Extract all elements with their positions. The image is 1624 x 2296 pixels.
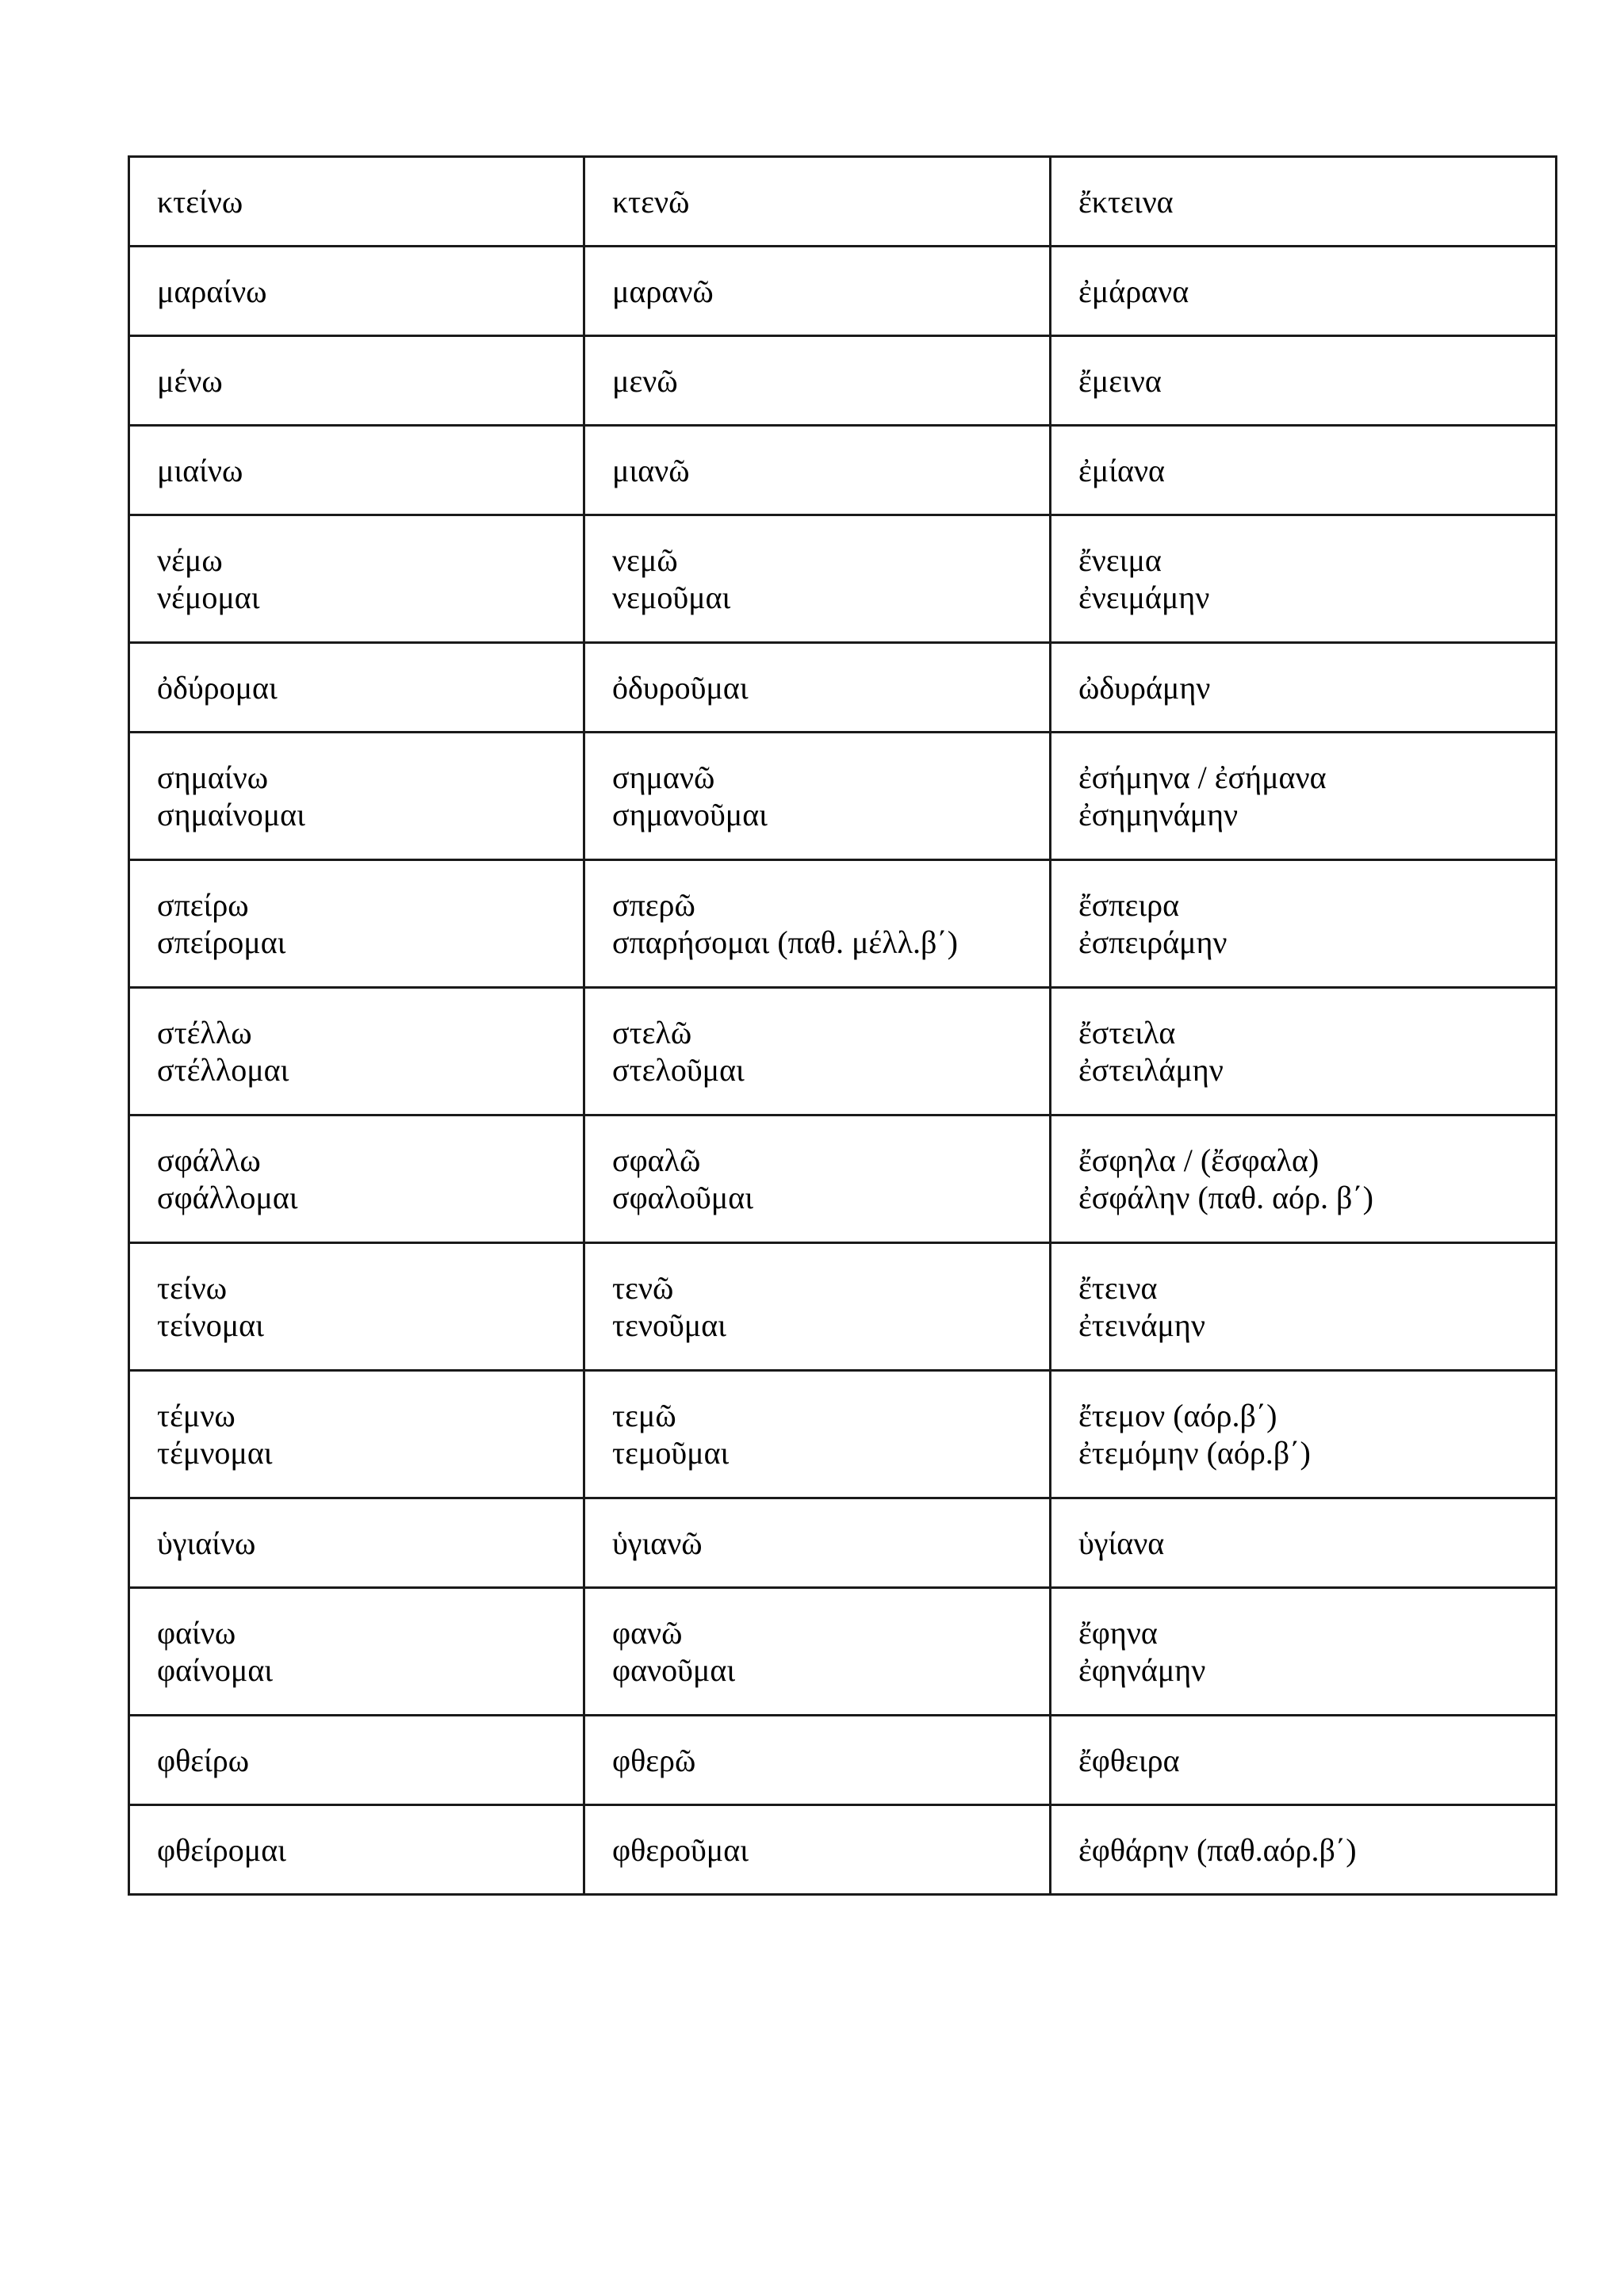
verb-form: ἐμίανα (1078, 452, 1166, 488)
aorist-tense-cell (1051, 157, 1557, 247)
table-body (129, 157, 1557, 1895)
verb-form: κτενῶ (612, 183, 690, 220)
verb-form: ἔστειλα (1078, 1015, 1176, 1050)
verb-form: ἔνειμα (1078, 542, 1162, 578)
verb-form: φθείρω (157, 1742, 250, 1778)
verb-form: νεμοῦμαι (612, 580, 731, 615)
present-tense-cell (129, 426, 584, 515)
aorist-tense-cell (1051, 860, 1557, 988)
verb-form: ἔφθειρα (1078, 1742, 1180, 1778)
aorist-tense-cell (1051, 643, 1557, 733)
verb-form: σπείρω (157, 887, 249, 923)
verb-form: σφάλλω (157, 1142, 261, 1178)
verb-form: φανοῦμαι (612, 1652, 736, 1688)
verb-form: νέμομαι (157, 580, 260, 615)
verb-form: ἐτεμόμην (αόρ.β΄) (1078, 1435, 1311, 1471)
table-row (129, 733, 1557, 860)
verb-form: φαίνω (157, 1615, 236, 1651)
table-row (129, 1243, 1557, 1371)
verb-form: τεμοῦμαι (612, 1435, 730, 1471)
verb-form: σφαλοῦμαι (612, 1180, 753, 1215)
verb-form: ἐσήμηνα / ἐσήμανα (1078, 760, 1327, 795)
verb-form: στέλλω (157, 1015, 252, 1050)
verb-form: μενῶ (612, 362, 678, 399)
aorist-tense-cell (1051, 1805, 1557, 1895)
present-tense-cell (129, 515, 584, 643)
future-tense-cell (584, 988, 1051, 1115)
table-row (129, 1805, 1557, 1895)
verb-form: φαίνομαι (157, 1652, 274, 1688)
future-tense-cell (584, 643, 1051, 733)
verb-form: ἔσπειρα (1078, 887, 1180, 923)
verb-form: ἔτεινα (1078, 1270, 1158, 1306)
table-row (129, 157, 1557, 247)
table-row (129, 860, 1557, 988)
verb-form: ἔφηνα (1078, 1615, 1158, 1651)
present-tense-cell (129, 860, 584, 988)
present-tense-cell (129, 157, 584, 247)
verb-form: ὑγιαίνω (157, 1525, 256, 1561)
future-tense-cell (584, 426, 1051, 515)
verb-form: ἐτεινάμην (1078, 1307, 1205, 1343)
table-row (129, 1498, 1557, 1588)
verb-form: στελοῦμαι (612, 1052, 745, 1088)
verb-form: τενῶ (612, 1270, 674, 1306)
verb-form: φθερῶ (612, 1742, 696, 1778)
verb-form: ἐφθάρην (παθ.αόρ.β΄) (1078, 1831, 1357, 1868)
verb-form: ἔμεινα (1078, 362, 1162, 399)
aorist-tense-cell (1051, 988, 1557, 1115)
verb-form: ἔκτεινα (1078, 183, 1174, 220)
future-tense-cell (584, 157, 1051, 247)
verb-form: φανῶ (612, 1615, 683, 1651)
verb-form: ἐνειμάμην (1078, 580, 1210, 615)
verb-form: ὑγίανα (1078, 1525, 1165, 1561)
aorist-tense-cell (1051, 1115, 1557, 1243)
table-row (129, 988, 1557, 1115)
table-row (129, 515, 1557, 643)
future-tense-cell (584, 1716, 1051, 1805)
present-tense-cell (129, 1716, 584, 1805)
verb-form: σπείρομαι (157, 924, 286, 960)
verb-form: νεμῶ (612, 542, 678, 578)
verb-form: φθείρομαι (157, 1831, 286, 1868)
future-tense-cell (584, 1243, 1051, 1371)
verb-form: ἔσφηλα / (ἔσφαλα) (1078, 1142, 1320, 1178)
verb-form: σημαίνομαι (157, 797, 305, 832)
table-row (129, 247, 1557, 336)
table-row (129, 1371, 1557, 1498)
verb-form: ἐφηνάμην (1078, 1652, 1206, 1688)
present-tense-cell (129, 1588, 584, 1716)
verb-form: τείνομαι (157, 1307, 264, 1343)
table-row (129, 1716, 1557, 1805)
present-tense-cell (129, 1115, 584, 1243)
aorist-tense-cell (1051, 515, 1557, 643)
verb-form: τείνω (157, 1270, 228, 1306)
aorist-tense-cell (1051, 1371, 1557, 1498)
aorist-tense-cell (1051, 733, 1557, 860)
verb-form: νέμω (157, 542, 223, 578)
verb-form: μένω (157, 362, 223, 399)
verb-principal-parts-table (128, 155, 1557, 1896)
verb-form: φθεροῦμαι (612, 1831, 749, 1868)
aorist-tense-cell (1051, 1716, 1557, 1805)
verb-form: μιαίνω (157, 452, 243, 488)
verb-form: μαραίνω (157, 273, 267, 309)
verb-form: ἔτεμον (αόρ.β΄) (1078, 1398, 1277, 1433)
verb-form: κτείνω (157, 183, 243, 220)
table-row (129, 643, 1557, 733)
present-tense-cell (129, 988, 584, 1115)
present-tense-cell (129, 247, 584, 336)
verb-form: σημαίνω (157, 760, 269, 795)
verb-form: σπαρήσομαι (παθ. μέλλ.β΄) (612, 924, 958, 960)
future-tense-cell (584, 1588, 1051, 1716)
verb-form: σπερῶ (612, 887, 695, 923)
present-tense-cell (129, 733, 584, 860)
table-row (129, 426, 1557, 515)
present-tense-cell (129, 1371, 584, 1498)
verb-form: στέλλομαι (157, 1052, 289, 1088)
future-tense-cell (584, 1115, 1051, 1243)
verb-form: ἐμάρανα (1078, 273, 1189, 309)
verb-form: ὀδυροῦμαι (612, 669, 749, 706)
future-tense-cell (584, 1371, 1051, 1498)
aorist-tense-cell (1051, 336, 1557, 426)
present-tense-cell (129, 1498, 584, 1588)
present-tense-cell (129, 1805, 584, 1895)
future-tense-cell (584, 1805, 1051, 1895)
present-tense-cell (129, 336, 584, 426)
aorist-tense-cell (1051, 1588, 1557, 1716)
verb-form: στελῶ (612, 1015, 692, 1050)
verb-form: ὀδύρομαι (157, 669, 278, 706)
verb-form: ἐσφάλην (παθ. αόρ. β΄) (1078, 1180, 1373, 1215)
present-tense-cell (129, 1243, 584, 1371)
aorist-tense-cell (1051, 1498, 1557, 1588)
verb-form: σημανῶ (612, 760, 715, 795)
verb-form: τέμνω (157, 1398, 236, 1433)
verb-form: σημανοῦμαι (612, 797, 768, 832)
verb-form: ἐσημηνάμην (1078, 797, 1239, 832)
verb-form: μιανῶ (612, 452, 690, 488)
future-tense-cell (584, 860, 1051, 988)
verb-form: σφάλλομαι (157, 1180, 298, 1215)
verb-form: ἐστειλάμην (1078, 1052, 1224, 1088)
verb-form: τενοῦμαι (612, 1307, 726, 1343)
future-tense-cell (584, 515, 1051, 643)
future-tense-cell (584, 336, 1051, 426)
table-row (129, 336, 1557, 426)
table-row (129, 1115, 1557, 1243)
verb-form: ὠδυράμην (1078, 669, 1211, 706)
verb-form: ὑγιανῶ (612, 1525, 703, 1561)
verb-form: τεμῶ (612, 1398, 676, 1433)
table-row (129, 1588, 1557, 1716)
verb-form: σφαλῶ (612, 1142, 701, 1178)
verb-form: μαρανῶ (612, 273, 714, 309)
future-tense-cell (584, 247, 1051, 336)
aorist-tense-cell (1051, 247, 1557, 336)
future-tense-cell (584, 1498, 1051, 1588)
aorist-tense-cell (1051, 1243, 1557, 1371)
present-tense-cell (129, 643, 584, 733)
future-tense-cell (584, 733, 1051, 860)
verb-form: ἐσπειράμην (1078, 924, 1228, 960)
aorist-tense-cell (1051, 426, 1557, 515)
verb-form: τέμνομαι (157, 1435, 273, 1471)
